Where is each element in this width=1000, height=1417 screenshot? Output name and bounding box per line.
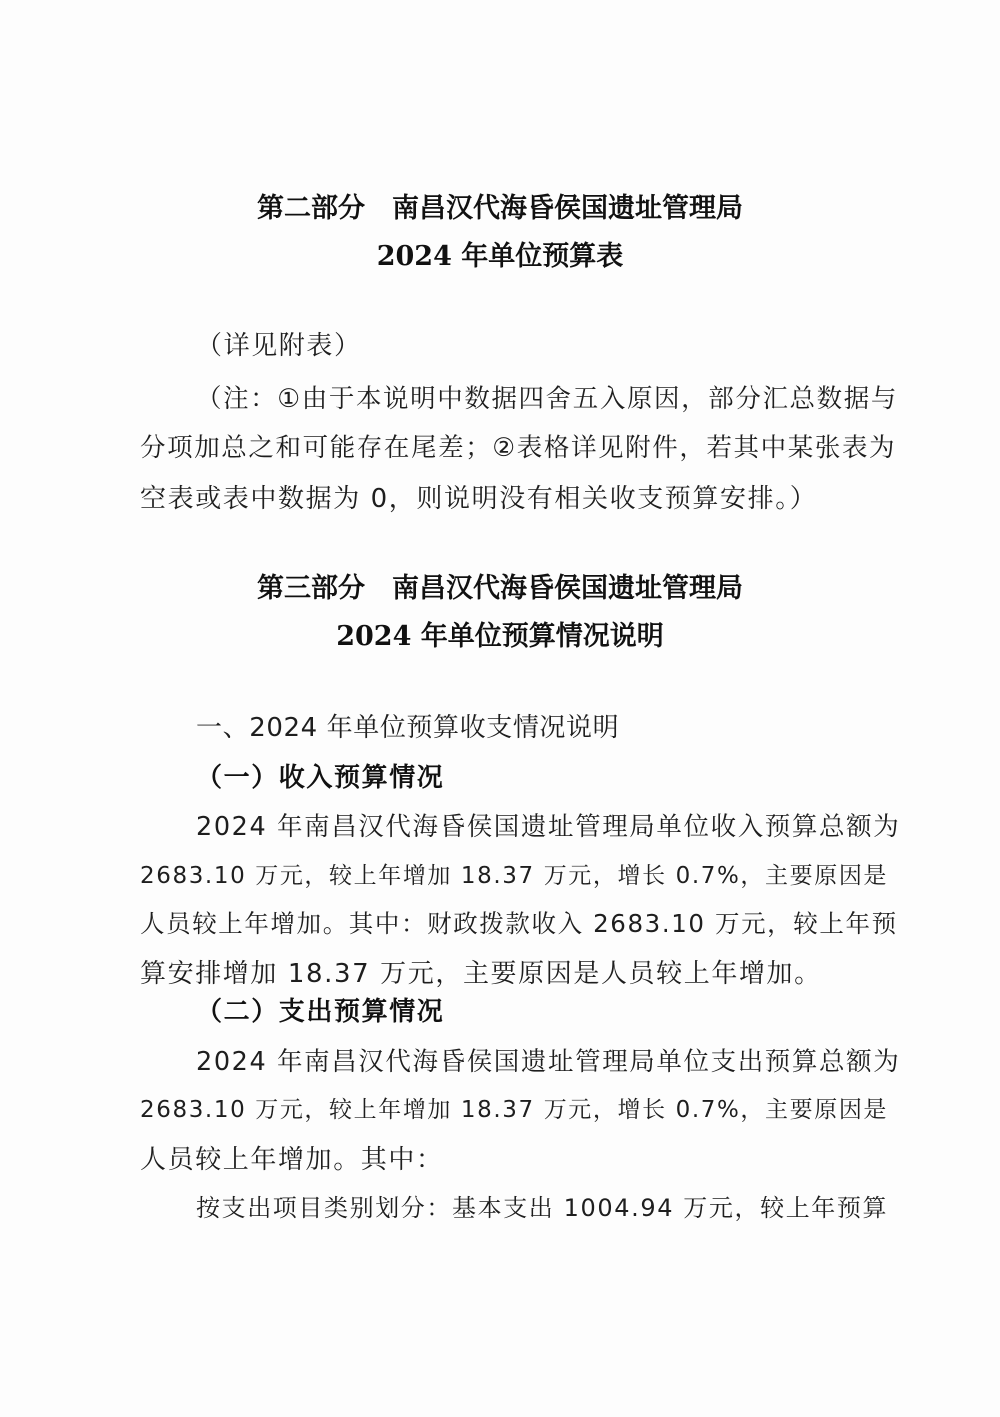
expenditure-line-4: 按支出项目类别划分：基本支出 1004.94 万元，较上年预算 [196,1194,889,1222]
see-attached-note: （详见附表） [196,331,362,361]
expenditure-line-2: 2683.10 万元，较上年增加 18.37 万元，增长 0.7%，主要原因是 [140,1097,889,1123]
part3-title-line1: 第三部分 南昌汉代海昏侯国遗址管理局 [257,573,743,604]
part3-title-line2: 2024 年单位预算情况说明 [336,621,664,652]
income-line-1: 2024 年南昌汉代海昏侯国遗址管理局单位收入预算总额为 [196,812,901,842]
income-line-2: 2683.10 万元，较上年增加 18.37 万元，增长 0.7%，主要原因是 [140,863,889,889]
part2-title-line2: 2024 年单位预算表 [376,241,624,272]
expenditure-line-3: 人员较上年增加。其中： [140,1145,444,1175]
note-line-3: 空表或表中数据为 0，则说明没有相关收支预算安排。） [140,484,818,514]
expenditure-heading: （二）支出预算情况 [196,997,445,1027]
part2-title-line1: 第二部分 南昌汉代海昏侯国遗址管理局 [257,193,743,224]
note-line-2: 分项加总之和可能存在尾差；②表格详见附件，若其中某张表为 [140,433,897,463]
income-heading: （一）收入预算情况 [196,763,445,793]
income-line-4: 算安排增加 18.37 万元，主要原因是人员较上年增加。 [140,959,822,989]
expenditure-line-1: 2024 年南昌汉代海昏侯国遗址管理局单位支出预算总额为 [196,1047,901,1077]
section1-heading: 一、2024 年单位预算收支情况说明 [196,713,620,743]
note-line-1: （注：①由于本说明中数据四舍五入原因，部分汇总数据与 [196,384,898,414]
income-line-3: 人员较上年增加。其中：财政拨款收入 2683.10 万元，较上年预 [140,909,898,938]
